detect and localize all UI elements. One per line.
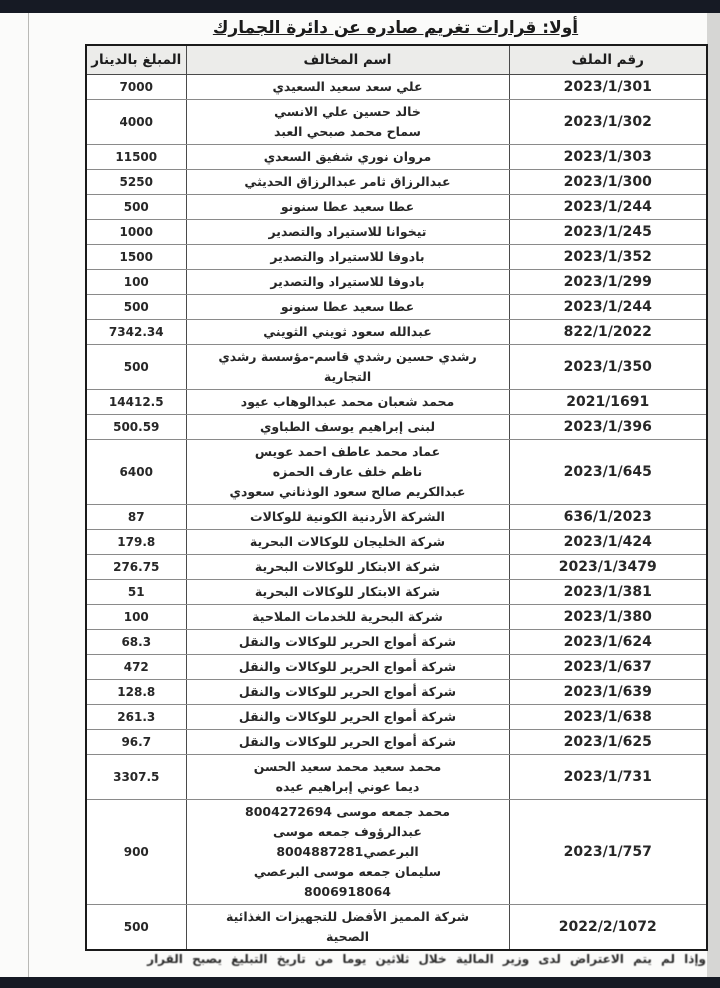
header-amount: المبلغ بالدينار bbox=[86, 45, 186, 75]
amount-cell: 100 bbox=[86, 605, 186, 630]
file-number-cell: 2023/1/637 bbox=[509, 655, 707, 680]
violator-name-cell: بادوفا للاستيراد والتصدير bbox=[186, 245, 509, 270]
file-number-cell: 2023/1/301 bbox=[509, 75, 707, 100]
violator-name-cell: محمد سعيد محمد سعيد الحسن ديما عوني إبراهيم عيده bbox=[186, 755, 509, 800]
violator-name-cell: عماد محمد عاطف احمد عويس ناظم خلف عارف الحمزه عبدالكريم صالح سعود الوذناني سعودي bbox=[186, 440, 509, 505]
file-number-cell: 2023/1/731 bbox=[509, 755, 707, 800]
violator-name-cell: محمد جمعه موسى 8004272694 عبدالرؤوف جمعه موسى البرعصي8004887281 سليمان جمعه موسى البرعصي 8006918064 bbox=[186, 800, 509, 905]
violator-name-cell: شركة البحرية للخدمات الملاحية bbox=[186, 605, 509, 630]
amount-cell: 500 bbox=[86, 295, 186, 320]
amount-cell: 96.7 bbox=[86, 730, 186, 755]
file-number-cell: 2023/1/350 bbox=[509, 345, 707, 390]
file-number-cell: 822/1/2022 bbox=[509, 320, 707, 345]
violator-name-cell: عطا سعيد عطا سنونو bbox=[186, 195, 509, 220]
file-number-cell: 2023/1/639 bbox=[509, 680, 707, 705]
amount-cell: 276.75 bbox=[86, 555, 186, 580]
table-row bbox=[86, 295, 707, 320]
table-row bbox=[86, 440, 707, 505]
file-number-cell: 2023/1/381 bbox=[509, 580, 707, 605]
amount-cell: 128.8 bbox=[86, 680, 186, 705]
violator-name-cell: عبدالله سعود ثويني الثويني bbox=[186, 320, 509, 345]
bottom-bar bbox=[0, 977, 720, 988]
file-number-cell: 2023/1/352 bbox=[509, 245, 707, 270]
file-number-cell: 2023/1/300 bbox=[509, 170, 707, 195]
file-number-cell: 2023/1/244 bbox=[509, 295, 707, 320]
file-number-cell: 2023/1/625 bbox=[509, 730, 707, 755]
table-row bbox=[86, 320, 707, 345]
file-number-cell: 2023/1/624 bbox=[509, 630, 707, 655]
page-edge-line bbox=[28, 13, 29, 977]
violator-name-cell: عطا سعيد عطا سنونو bbox=[186, 295, 509, 320]
violator-name-cell: لبنى إبراهيم يوسف الطباوي bbox=[186, 415, 509, 440]
header-violator-name: اسم المخالف bbox=[186, 45, 509, 75]
top-bar bbox=[0, 0, 720, 13]
table-row bbox=[86, 345, 707, 390]
violator-name-cell: محمد شعبان محمد عبدالوهاب عيود bbox=[186, 390, 509, 415]
amount-cell: 100 bbox=[86, 270, 186, 295]
table-row bbox=[86, 755, 707, 800]
table-row bbox=[86, 680, 707, 705]
amount-cell: 87 bbox=[86, 505, 186, 530]
violator-name-cell: شركة أمواج الحرير للوكالات والنقل bbox=[186, 730, 509, 755]
table-row bbox=[86, 580, 707, 605]
table-row bbox=[86, 730, 707, 755]
file-number-cell: 636/1/2023 bbox=[509, 505, 707, 530]
amount-cell: 1500 bbox=[86, 245, 186, 270]
amount-cell: 3307.5 bbox=[86, 755, 186, 800]
table-row bbox=[86, 195, 707, 220]
table-row bbox=[86, 75, 707, 100]
violator-name-cell: شركة الابتكار للوكالات البحرية bbox=[186, 580, 509, 605]
section-title: أولا: قرارات تغريم صادره عن دائرة الجمارك bbox=[212, 18, 579, 38]
violator-name-cell: شركة المميز الأفضل للتجهيزات الغذائية الصحية bbox=[186, 905, 509, 951]
amount-cell: 68.3 bbox=[86, 630, 186, 655]
table-row bbox=[86, 630, 707, 655]
file-number-cell: 2023/1/299 bbox=[509, 270, 707, 295]
violator-name-cell: شركة أمواج الحرير للوكالات والنقل bbox=[186, 705, 509, 730]
file-number-cell: 2023/1/396 bbox=[509, 415, 707, 440]
violator-name-cell: رشدي حسين رشدي قاسم-مؤسسة رشدي التجارية bbox=[186, 345, 509, 390]
table-row bbox=[86, 905, 707, 951]
violator-name-cell: مروان نوري شفيق السعدي bbox=[186, 145, 509, 170]
table-row bbox=[86, 530, 707, 555]
amount-cell: 261.3 bbox=[86, 705, 186, 730]
table-row bbox=[86, 415, 707, 440]
table-header-row bbox=[86, 45, 707, 75]
table-row bbox=[86, 705, 707, 730]
amount-cell: 6400 bbox=[86, 440, 186, 505]
table-row bbox=[86, 220, 707, 245]
amount-cell: 179.8 bbox=[86, 530, 186, 555]
file-number-cell: 2023/1/244 bbox=[509, 195, 707, 220]
violator-name-cell: خالد حسين علي الانسي سماح محمد صبحي العبد bbox=[186, 100, 509, 145]
file-number-cell: 2023/1/303 bbox=[509, 145, 707, 170]
violator-name-cell: تيخوانا للاستيراد والتصدير bbox=[186, 220, 509, 245]
fines-table bbox=[85, 44, 708, 951]
violator-name-cell: شركة أمواج الحرير للوكالات والنقل bbox=[186, 680, 509, 705]
table-row bbox=[86, 170, 707, 195]
violator-name-cell: عبدالرزاق ثامر عبدالرزاق الحديثي bbox=[186, 170, 509, 195]
violator-name-cell: علي سعد سعيد السعيدي bbox=[186, 75, 509, 100]
document-content bbox=[85, 13, 706, 967]
amount-cell: 5250 bbox=[86, 170, 186, 195]
amount-cell: 1000 bbox=[86, 220, 186, 245]
violator-name-cell: شركة الخليجان للوكالات البحرية bbox=[186, 530, 509, 555]
table-row bbox=[86, 145, 707, 170]
file-number-cell: 2023/1/645 bbox=[509, 440, 707, 505]
file-number-cell: 2023/1/757 bbox=[509, 800, 707, 905]
amount-cell: 500 bbox=[86, 195, 186, 220]
amount-cell: 7342.34 bbox=[86, 320, 186, 345]
table-row bbox=[86, 800, 707, 905]
file-number-cell: 2023/1/638 bbox=[509, 705, 707, 730]
amount-cell: 500.59 bbox=[86, 415, 186, 440]
scan-edge-strip bbox=[707, 13, 720, 977]
violator-name-cell: شركة أمواج الحرير للوكالات والنقل bbox=[186, 630, 509, 655]
violator-name-cell: الشركة الأردنية الكونية للوكالات bbox=[186, 505, 509, 530]
file-number-cell: 2023/1/3479 bbox=[509, 555, 707, 580]
amount-cell: 7000 bbox=[86, 75, 186, 100]
file-number-cell: 2023/1/380 bbox=[509, 605, 707, 630]
amount-cell: 14412.5 bbox=[86, 390, 186, 415]
amount-cell: 11500 bbox=[86, 145, 186, 170]
amount-cell: 500 bbox=[86, 905, 186, 951]
violator-name-cell: بادوفا للاستيراد والتصدير bbox=[186, 270, 509, 295]
file-number-cell: 2023/1/302 bbox=[509, 100, 707, 145]
amount-cell: 472 bbox=[86, 655, 186, 680]
table-row bbox=[86, 655, 707, 680]
amount-cell: 500 bbox=[86, 345, 186, 390]
table-row bbox=[86, 555, 707, 580]
table-row bbox=[86, 390, 707, 415]
violator-name-cell: شركة أمواج الحرير للوكالات والنقل bbox=[186, 655, 509, 680]
file-number-cell: 2023/1/245 bbox=[509, 220, 707, 245]
file-number-cell: 2021/1691 bbox=[509, 390, 707, 415]
table-row bbox=[86, 100, 707, 145]
violator-name-cell: شركة الابتكار للوكالات البحرية bbox=[186, 555, 509, 580]
table-row bbox=[86, 270, 707, 295]
table-row bbox=[86, 505, 707, 530]
header-file-number: رقم الملف bbox=[509, 45, 707, 75]
file-number-cell: 2023/1/424 bbox=[509, 530, 707, 555]
amount-cell: 51 bbox=[86, 580, 186, 605]
table-row bbox=[86, 605, 707, 630]
footer-note: وإذا لم يتم الاعتراض لدى وزير المالية خلال ثلاثين يوما من تاريخ التبليغ يصبح القرار bbox=[147, 952, 706, 966]
file-number-cell: 2022/2/1072 bbox=[509, 905, 707, 951]
table-row bbox=[86, 245, 707, 270]
amount-cell: 4000 bbox=[86, 100, 186, 145]
amount-cell: 900 bbox=[86, 800, 186, 905]
